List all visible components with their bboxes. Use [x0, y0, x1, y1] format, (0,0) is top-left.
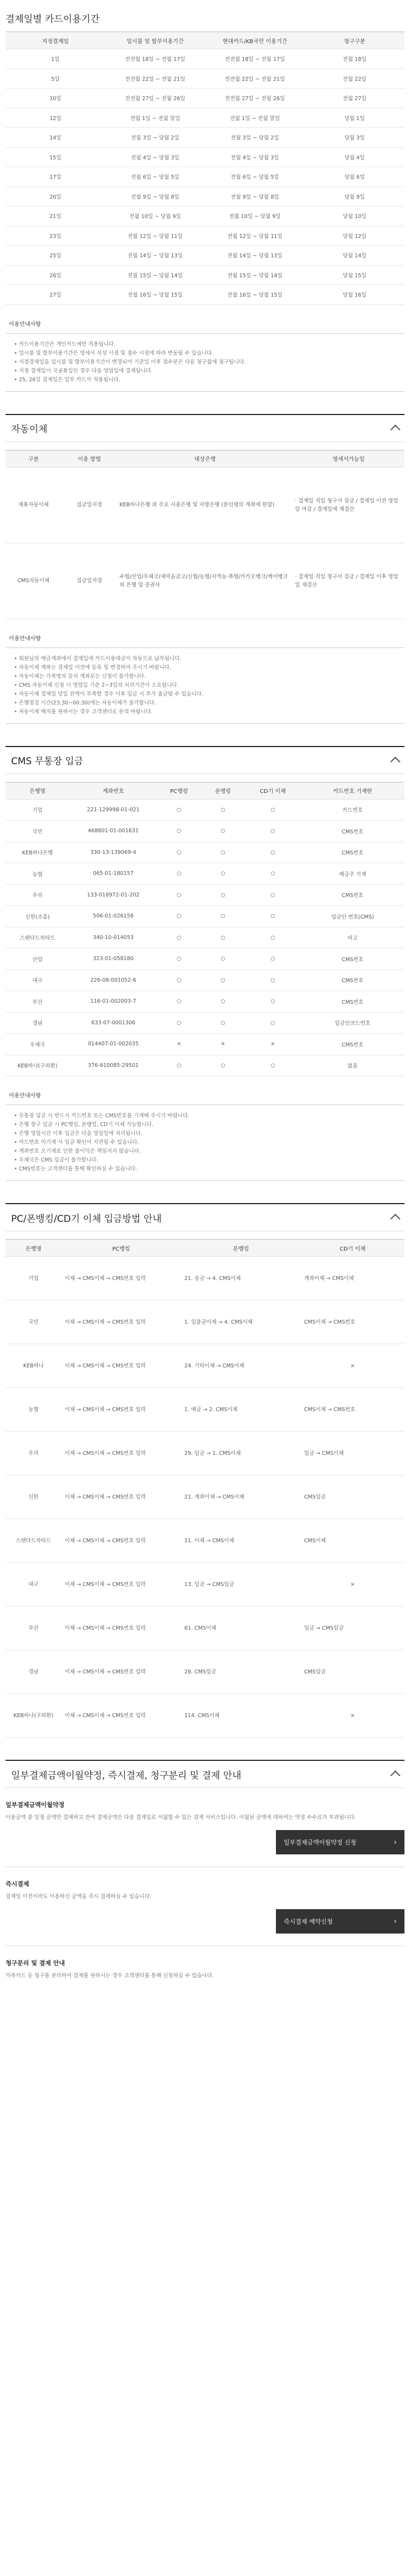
pc-header: 폰뱅킹: [181, 1240, 301, 1257]
table-row: [6, 1563, 404, 1606]
table-cell: 부산: [6, 1606, 62, 1650]
auto-notice-title: 이용안내사항: [9, 635, 41, 642]
table-cell: 우체국: [6, 1034, 69, 1055]
table-row: [6, 970, 404, 991]
table-cell: 전월 18일: [305, 49, 404, 69]
notice-item: • 은행점검 시간(23:30~00:30)에는 자동이체가 불가합니다.: [19, 699, 397, 708]
table-row: [6, 799, 404, 821]
table-row: [6, 285, 404, 305]
table-cell: ○: [201, 991, 245, 1013]
table-row: [6, 246, 404, 266]
table-cell: 133-018972-01-202: [69, 884, 157, 906]
table-cell: 당월 4일: [305, 147, 404, 167]
partial-pay-apply-label: 일부결제금액이월약정 신청: [284, 1839, 357, 1846]
table-cell: 전월 3일 ~ 당월 2일: [205, 128, 305, 148]
pc-method-table: [6, 1239, 404, 1738]
table-cell: 이체 → CMS이체 → CMS번호 입력: [62, 1432, 181, 1475]
table-cell: ○: [201, 1055, 245, 1076]
chevron-up-icon[interactable]: [390, 756, 400, 766]
table-cell: ○: [201, 842, 245, 863]
table-cell: 28. CMS입금: [181, 1650, 301, 1694]
table-cell: 23일: [6, 226, 105, 246]
table-row: [6, 206, 404, 226]
table-cell: 우리: [6, 884, 69, 906]
table-cell: 당월 9일: [305, 186, 404, 206]
table-cell: 전전월 18일 ~ 전월 17일: [105, 49, 205, 69]
table-row: [6, 108, 404, 128]
cms-account-table: [6, 782, 404, 1077]
table-cell: 제휴자동이체: [6, 467, 62, 543]
table-cell: ×: [301, 1694, 404, 1738]
table-cell: KEB하나은행 외 주요 시중은행 및 지방은행 (본인명의 계좌에 한함): [117, 467, 293, 543]
cms-notice-box: [6, 1105, 404, 1181]
pc-section-title: PC/폰뱅킹/CD기 이체 입금방법 안내: [11, 1213, 162, 1225]
table-cell: 21. 계좌이체 → CMS이체: [181, 1475, 301, 1519]
table-cell: 산업: [6, 948, 69, 970]
table-cell: 카드번호: [301, 799, 404, 821]
table-cell: KEB하나은행: [6, 842, 69, 863]
table-cell: ×: [301, 1344, 404, 1388]
table-row: [6, 948, 404, 970]
table-cell: 집금일지정: [62, 543, 117, 619]
notice-item: • 우체국은 CMS 입금이 불가합니다.: [19, 1156, 397, 1165]
table-cell: 비고: [301, 927, 404, 948]
table-cell: 이체 → CMS이체 → CMS번호 입력: [62, 1388, 181, 1432]
table-cell: 당월 3일: [305, 128, 404, 148]
table-row: [6, 863, 404, 885]
table-cell: · 결제일 직일 청구서 집금 / 결제일 이후 영업일 재결산: [293, 543, 404, 619]
table-cell: 대구: [6, 970, 69, 991]
table-cell: ×: [245, 1034, 301, 1055]
table-cell: 전전월 27일 ~ 전월 26일: [105, 89, 205, 108]
table-cell: 21일: [6, 206, 105, 226]
table-row: [6, 927, 404, 948]
table-cell: CMS번호: [301, 821, 404, 842]
table-cell: ×: [201, 1034, 245, 1055]
table-cell: 전월 12일 ~ 당월 11일: [205, 226, 305, 246]
table-cell: 전월 9일 ~ 당월 8일: [205, 186, 305, 206]
table-cell: ○: [157, 991, 201, 1013]
table-cell: 이체 → CMS이체 → CMS번호 입력: [62, 1257, 181, 1300]
table-cell: 468801-01-001631: [69, 821, 157, 842]
table-cell: 13. 입금 → CMS입금: [181, 1563, 301, 1606]
auto-notice-box: [6, 647, 404, 724]
table-row: [6, 884, 404, 906]
table-cell: 입금 → CMS입금: [301, 1606, 404, 1650]
table-cell: CMS번호: [301, 991, 404, 1013]
table-cell: 전전월 27일 ~ 전월 26일: [205, 89, 305, 108]
table-cell: 수협/산업/우체국/새마을금고/신협/농협/지역농·축협/카카오뱅크/케이뱅크 외 은행 및 증권사: [117, 543, 293, 619]
pc-header: 은행명: [6, 1240, 62, 1257]
table-row: [6, 842, 404, 863]
table-cell: 5일: [6, 69, 105, 89]
table-cell: CMS번호: [301, 970, 404, 991]
notice-item: • 25, 26일 결제일은 일부 카드사 적용됩니다.: [19, 376, 397, 385]
table-cell: 이체 → CMS이체 → CMS번호 입력: [62, 1475, 181, 1519]
table-cell: 17일: [6, 167, 105, 187]
notice-item: • 자동이체 계좌는 결제일 이전에 등록 및 변경하여 주시기 바랍니다.: [19, 664, 397, 672]
arrow-right-icon: ›: [393, 1917, 397, 1926]
table-cell: ○: [245, 884, 301, 906]
table-cell: 전월 1일 ~ 전월 말일: [205, 108, 305, 128]
notice-item: • 무통장 입금 시 반드시 카드번호 또는 CMS번호를 기재해 주시기 바랍니다.: [19, 1112, 397, 1121]
card-section-title: 결제일별 카드이용기간: [6, 14, 100, 25]
table-cell: ○: [157, 948, 201, 970]
table-row: [6, 147, 404, 167]
table-cell: 계좌이체 → CMS이체: [301, 1257, 404, 1300]
table-cell: 61. CMS이체: [181, 1606, 301, 1650]
table-cell: 340-10-014053: [69, 927, 157, 948]
pc-header: PC뱅킹: [62, 1240, 181, 1257]
notice-item: • CMS 자동이체 신청 시 영업일 기준 2~3일의 처리기간이 소요됩니다.: [19, 681, 397, 690]
table-row: [6, 821, 404, 842]
partial-pay-title: 일부결제금액이월약정: [6, 1801, 65, 1808]
table-cell: 대구: [6, 1563, 62, 1606]
table-row: [6, 167, 404, 187]
table-row: [6, 1519, 404, 1563]
table-cell: ○: [157, 884, 201, 906]
instant-pay-text: 결제일 이전이라도 이용하신 금액을 즉시 결제하실 수 있습니다.: [6, 1894, 151, 1900]
table-cell: 국민: [6, 1300, 62, 1344]
table-cell: KEB하나(구외환): [6, 1694, 62, 1738]
table-row: [6, 1300, 404, 1344]
table-cell: 경남: [6, 1650, 62, 1694]
table-cell: ○: [201, 799, 245, 821]
table-cell: 전월 27일: [305, 89, 404, 108]
partial-pay-apply-button[interactable]: [276, 1830, 404, 1854]
table-cell: KEB하나: [6, 1344, 62, 1388]
notice-item: • 계좌번호 오기재로 인한 불이익은 책임지지 않습니다.: [19, 1147, 397, 1156]
cms-header: 계좌번호: [69, 782, 157, 799]
table-cell: 당월 12일: [305, 226, 404, 246]
table-row: [6, 226, 404, 246]
table-cell: 신한: [6, 1475, 62, 1519]
table-row: [6, 69, 404, 89]
table-cell: 065-01-180157: [69, 863, 157, 885]
table-cell: 부산: [6, 991, 69, 1013]
cms-header: 은행명: [6, 782, 69, 799]
table-row: [6, 1650, 404, 1694]
chevron-up-icon[interactable]: [390, 424, 400, 434]
table-cell: 전전월 22일 ~ 전월 21일: [205, 69, 305, 89]
table-cell: 전월 14일 ~ 당월 13일: [105, 246, 205, 266]
partial-pay-text: 이용금액 중 일정 금액만 결제하고 잔여 결제금액은 다음 결제일로 이월할 수 있는 결제 서비스입니다. 이월된 금액에 대하여는 약정 수수료가 부과됩니다.: [6, 1815, 356, 1821]
cms-header: 폰뱅킹: [201, 782, 245, 799]
table-cell: CMS번호: [301, 1034, 404, 1055]
table-cell: 21. 송금 → 4. CMS이체: [181, 1257, 301, 1300]
table-cell: 전월 16일 ~ 당월 15일: [105, 285, 205, 305]
table-cell: 당월 1일: [305, 108, 404, 128]
table-row: [6, 1694, 404, 1738]
card-header: 현대카드/KB국민 이용기간: [205, 32, 305, 49]
table-cell: ○: [201, 1012, 245, 1034]
instant-pay-apply-button[interactable]: [276, 1909, 404, 1934]
auto-transfer-table: [6, 450, 404, 619]
table-cell: 국민: [6, 821, 69, 842]
table-cell: · 결제일 직일 청구서 집금 / 결제일 이전 영업일 마감 / 결제일에 재결산: [293, 467, 404, 543]
table-cell: 이체 → CMS이체 → CMS번호 입력: [62, 1694, 181, 1738]
table-cell: 당월 10일: [305, 206, 404, 226]
table-cell: 우리: [6, 1432, 62, 1475]
table-cell: ○: [157, 1012, 201, 1034]
table-cell: 이체 → CMS이체 → CMS번호 입력: [62, 1650, 181, 1694]
pc-header: CD기 이체: [301, 1240, 404, 1257]
table-cell: 10일: [6, 89, 105, 108]
table-cell: ○: [157, 799, 201, 821]
card-period-table: [6, 32, 404, 305]
table-cell: 이체 → CMS이체 → CMS번호 입력: [62, 1300, 181, 1344]
table-row: [6, 1012, 404, 1034]
table-cell: 506-01-026158: [69, 906, 157, 927]
table-cell: ○: [201, 821, 245, 842]
table-cell: 25일: [6, 246, 105, 266]
cms-notice-title: 이용안내사항: [9, 1093, 41, 1099]
table-cell: 이체 → CMS이체 → CMS번호 입력: [62, 1606, 181, 1650]
split-billing-title: 청구분리 및 결제 안내: [6, 1960, 65, 1967]
table-cell: 스탠다드차타드: [6, 1519, 62, 1563]
table-cell: 당월 6일: [305, 167, 404, 187]
table-cell: 20일: [6, 186, 105, 206]
table-cell: ○: [245, 927, 301, 948]
table-cell: CMS번호: [301, 842, 404, 863]
cms-section-title: CMS 무통장 입금: [11, 756, 84, 767]
table-cell: ○: [245, 1055, 301, 1076]
table-cell: ○: [157, 906, 201, 927]
notice-item: • 일시불 및 할부이용기간은 영세서 작성 시점 및 접수 시점에 따라 변동될 수 있습니다.: [19, 349, 397, 358]
notice-item: • 은행 영업시간 이후 입금은 다음 영업일에 처리됩니다.: [19, 1129, 397, 1138]
table-cell: CMS이체 → CMS번호: [301, 1388, 404, 1432]
table-cell: CMS번호: [301, 948, 404, 970]
table-cell: 전월 4일 ~ 당월 3일: [105, 147, 205, 167]
table-row: [6, 89, 404, 108]
pc-section-header[interactable]: [6, 1203, 404, 1231]
table-cell: 농협: [6, 863, 69, 885]
card-header: 지정결제일: [6, 32, 105, 49]
table-cell: ○: [245, 799, 301, 821]
card-header: 청구구분: [305, 32, 404, 49]
table-cell: ○: [245, 991, 301, 1013]
table-cell: ○: [245, 970, 301, 991]
notice-item: • 자동이체 해지를 원하시는 경우 고객센터로 문의 바랍니다.: [19, 708, 397, 717]
table-cell: 114. CMS이체: [181, 1694, 301, 1738]
table-cell: ○: [201, 927, 245, 948]
table-cell: CMS입금: [301, 1475, 404, 1519]
cms-section-header[interactable]: [6, 746, 404, 774]
bottom-section-title: 일부결제금액이월약정, 즉시결제, 청구분리 및 결제 안내: [11, 1770, 242, 1781]
table-cell: CMS이체 → CMS번호: [301, 1300, 404, 1344]
auto-section-header[interactable]: [6, 414, 404, 442]
notice-item: • 지정 결제일이 국공휴일인 경우 다음 영업일에 결제됩니다.: [19, 367, 397, 376]
auto-header: 대상은행: [117, 450, 293, 467]
table-cell: 이체 → CMS이체 → CMS번호 입력: [62, 1344, 181, 1388]
table-cell: ○: [245, 842, 301, 863]
split-billing-text: 가족카드 등 청구를 분리하여 결제를 원하시는 경우 고객센터를 통해 신청하실 수 있습니다.: [6, 1973, 214, 1979]
notice-item: • 자동이체는 가족명의 등의 계좌로는 신청이 불가합니다.: [19, 672, 397, 681]
cms-header: CD기 이체: [245, 782, 301, 799]
table-cell: ○: [201, 970, 245, 991]
table-row: [6, 1606, 404, 1650]
table-cell: 당월 14일: [305, 246, 404, 266]
table-cell: 농협: [6, 1388, 62, 1432]
table-cell: 이체 → CMS이체 → CMS번호 입력: [62, 1519, 181, 1563]
table-cell: 1. 입출금이체 → 4. CMS이체: [181, 1300, 301, 1344]
table-cell: ○: [245, 1012, 301, 1034]
table-cell: ×: [157, 1034, 201, 1055]
table-cell: ×: [301, 1563, 404, 1606]
table-cell: CMS입금: [301, 1650, 404, 1694]
table-cell: ○: [245, 863, 301, 885]
table-row: [6, 991, 404, 1013]
table-cell: 전월 15일 ~ 당월 14일: [205, 265, 305, 285]
table-cell: ○: [157, 842, 201, 863]
table-cell: 전월 10일 ~ 당월 9일: [205, 206, 305, 226]
table-cell: 당월 16일: [305, 285, 404, 305]
table-cell: 전월 3일 ~ 당월 2일: [105, 128, 205, 148]
table-cell: 12일: [6, 108, 105, 128]
card-header: 일시불 및 할부이용기간: [105, 32, 205, 49]
table-cell: 633-07-0001306: [69, 1012, 157, 1034]
table-cell: ○: [201, 884, 245, 906]
table-cell: 26일: [6, 265, 105, 285]
table-cell: 이체 → CMS이체 → CMS번호 입력: [62, 1563, 181, 1606]
table-cell: 전전월 22일 ~ 전월 21일: [105, 69, 205, 89]
cms-header: 카드번호 기재란: [301, 782, 404, 799]
table-cell: 11. 이체 → CMS이체: [181, 1519, 301, 1563]
table-cell: 없음: [301, 1055, 404, 1076]
chevron-up-icon[interactable]: [390, 1214, 400, 1224]
card-notice-box: [6, 333, 404, 392]
table-row: [6, 1475, 404, 1519]
notice-item: • 카드이용기간은 개인카드에만 적용됩니다.: [19, 340, 397, 349]
table-cell: 27일: [6, 285, 105, 305]
cms-header: PC뱅킹: [157, 782, 201, 799]
table-cell: 330-13-139069-4: [69, 842, 157, 863]
table-cell: CMS이체: [301, 1519, 404, 1563]
table-cell: 전월 10일 ~ 당월 9일: [105, 206, 205, 226]
table-cell: 15일: [6, 147, 105, 167]
bottom-section-header[interactable]: [6, 1760, 404, 1788]
notice-item: • 지정결제일을 일시불 및 할부이용기간이 변경되어 기준일 이후 접수분은 다음 청구월에 청구됩니다.: [19, 358, 397, 367]
table-cell: 1. 예금 → 2. CMS이체: [181, 1388, 301, 1432]
notice-item: • 회원님의 예금계좌에서 결제일에 카드이용대금이 자동으로 납부됩니다.: [19, 655, 397, 664]
auto-section-title: 자동이체: [11, 424, 48, 435]
instant-pay-apply-label: 즉시결제 예약신청: [284, 1918, 333, 1925]
table-row: [6, 1034, 404, 1055]
table-cell: 전월 4일 ~ 당월 3일: [205, 147, 305, 167]
table-cell: ○: [157, 970, 201, 991]
table-cell: 221-129998-01-021: [69, 799, 157, 821]
table-cell: 014407-01-002035: [69, 1034, 157, 1055]
table-cell: 116-01-002003-7: [69, 991, 157, 1013]
table-cell: 예금주 기재: [301, 863, 404, 885]
table-cell: 입금 → CMS이체: [301, 1432, 404, 1475]
table-cell: ○: [201, 863, 245, 885]
table-row: [6, 265, 404, 285]
notice-item: • 은행 창구 입금 시 PC뱅킹, 폰뱅킹, CD기 이체 가능합니다.: [19, 1121, 397, 1129]
card-notice-title: 이용안내사항: [9, 321, 41, 328]
table-cell: ○: [157, 927, 201, 948]
table-cell: 323-01-058180: [69, 948, 157, 970]
table-cell: ○: [157, 821, 201, 842]
table-cell: 376-610085-29501: [69, 1055, 157, 1076]
table-row: [6, 543, 404, 619]
table-cell: ○: [201, 906, 245, 927]
table-cell: 당월 15일: [305, 265, 404, 285]
table-row: [6, 1257, 404, 1300]
table-cell: CMS자동이체: [6, 543, 62, 619]
table-cell: 14일: [6, 128, 105, 148]
table-cell: 전월 6일 ~ 당월 5일: [105, 167, 205, 187]
table-row: [6, 906, 404, 927]
table-cell: 전월 12일 ~ 당월 11일: [105, 226, 205, 246]
table-cell: 스탠다드차타드: [6, 927, 69, 948]
table-cell: 전월 15일 ~ 당월 14일: [105, 265, 205, 285]
table-cell: 경남: [6, 1012, 69, 1034]
table-cell: ○: [157, 1055, 201, 1076]
instant-pay-title: 즉시결제: [6, 1880, 29, 1888]
auto-header: 이용 방법: [62, 450, 117, 467]
table-cell: ○: [201, 948, 245, 970]
table-cell: KEB하나(구외환): [6, 1055, 69, 1076]
table-cell: 전월 16일 ~ 당월 15일: [205, 285, 305, 305]
table-cell: 입금인 번호(CMS): [301, 906, 404, 927]
table-cell: 전월 6일 ~ 당월 5일: [205, 167, 305, 187]
table-row: [6, 1432, 404, 1475]
arrow-right-icon: ›: [393, 1838, 397, 1847]
table-cell: 전월 22일: [305, 69, 404, 89]
table-cell: 24. 기타이체 → CMS이체: [181, 1344, 301, 1388]
table-cell: ○: [245, 906, 301, 927]
table-row: [6, 186, 404, 206]
table-cell: 전전월 18일 ~ 전월 17일: [205, 49, 305, 69]
table-cell: 전월 14일 ~ 당월 13일: [205, 246, 305, 266]
auto-header: 구분: [6, 450, 62, 467]
table-row: [6, 1388, 404, 1432]
table-cell: ○: [245, 948, 301, 970]
table-cell: 29. 입금 → 1. CMS이체: [181, 1432, 301, 1475]
notice-item: • 카드번호 미기재 시 입금 확인이 지연될 수 있습니다.: [19, 1138, 397, 1147]
table-cell: 집금일지정: [62, 467, 117, 543]
notice-item: • 자동이체 결제일 당일 잔액이 부족할 경우 이후 입금 시 추가 출금될 수 있습니다.: [19, 690, 397, 699]
chevron-up-icon[interactable]: [390, 1770, 400, 1780]
table-row: [6, 1055, 404, 1076]
table-row: [6, 49, 404, 69]
table-cell: ○: [157, 863, 201, 885]
table-row: [6, 1344, 404, 1388]
table-cell: 전월 9일 ~ 당월 8일: [105, 186, 205, 206]
table-cell: 입금인코드번호: [301, 1012, 404, 1034]
table-row: [6, 128, 404, 148]
table-cell: 226-08-001052-6: [69, 970, 157, 991]
table-cell: 기업: [6, 799, 69, 821]
table-cell: CMS번호: [301, 884, 404, 906]
table-row: [6, 467, 404, 543]
table-cell: ○: [245, 821, 301, 842]
table-cell: 신한(조흥): [6, 906, 69, 927]
auto-header: 영세서가능일: [293, 450, 404, 467]
table-cell: 1일: [6, 49, 105, 69]
table-cell: 전월 1일 ~ 전월 말일: [105, 108, 205, 128]
notice-item: • CMS번호는 고객센터를 통해 확인하실 수 있습니다.: [19, 1165, 397, 1174]
table-cell: 기업: [6, 1257, 62, 1300]
